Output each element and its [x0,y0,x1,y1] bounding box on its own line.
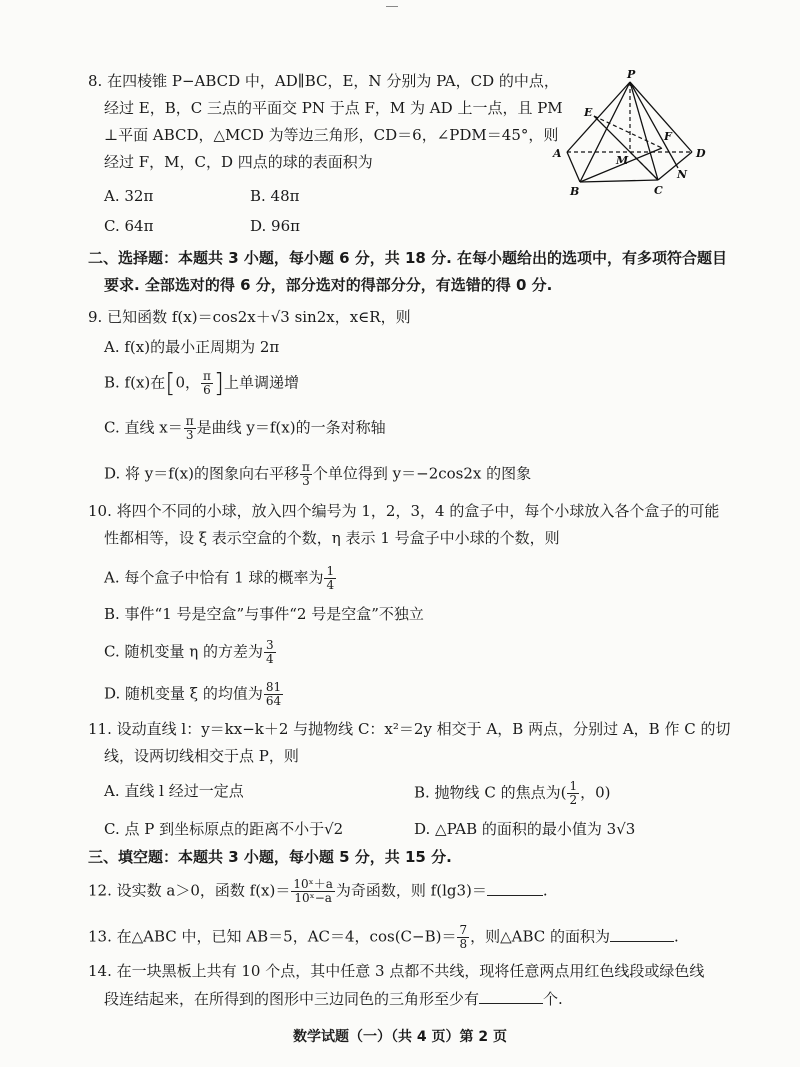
q10-option-d: D. 随机变量 ξ 的均值为 $\frac{81}{64}$ [104,680,282,708]
q8-line3: ⊥平面 ABCD，△MCD 为等边三角形，CD＝6，∠PDM＝45°，则 [104,126,559,144]
q11-option-b: B. 抛物线 C 的焦点为( $\frac{1}{2}$ ，0) [414,779,611,807]
q8-line1: 8. 在四棱锥 P−ABCD 中，AD∥BC，E，N 分别为 PA，CD 的中点， [88,72,559,90]
q10-line1: 10. 将四个不同的小球，放入四个编号为 1，2，3，4 的盒子中，每个小球放入各个盒子的可能 [88,502,720,520]
q10-option-a: A. 每个盒子中恰有 1 球的概率为 $\frac{1}{4}$ [104,564,335,592]
q13: 13. 在△ABC 中，已知 AB＝5，AC＝4，cos(C−B)＝ $\frac{7}{8}$ ，则△ABC 的面积为 . [88,923,679,951]
q11-option-a: A. 直线 l 经过一定点 [104,782,244,800]
label-f: F [664,130,672,143]
q14-line2: 段连结起来，在所得到的图形中三边同色的三角形至少有 个. [104,990,563,1008]
q10-option-b: B. 事件“1 号是空盒”与事件“2 号是空盒”不独立 [104,605,424,623]
label-m: M [616,154,629,167]
q11-line1: 11. 设动直线 l：y＝kx−k＋2 与抛物线 C：x²＝2y 相交于 A，B 两点，分别过 A，B 作 C 的切 [88,720,731,738]
q12: 12. 设实数 a＞0，函数 f(x)＝ $\frac{\text{10ˣ＋a}}{\text{10ˣ−a}}$ 为奇函数，则 f(lg3)＝ . [88,877,548,905]
q10-option-c: C. 随机变量 η 的方差为 $\frac{3}{4}$ [104,638,274,666]
q8-option-a: A. 32π [104,187,154,205]
q11-line2: 线，设两切线相交于点 P，则 [104,747,299,765]
label-p: P [627,68,636,81]
label-e: E [584,106,593,119]
q8-option-d: D. 96π [250,217,300,235]
q9-stem: 9. 已知函数 f(x)＝cos2x＋√3 sin2x，x∈R，则 [88,308,411,326]
pyramid-figure [550,68,720,208]
page-footer: 数学试题（一）（共 4 页）第 2 页 [293,1029,507,1045]
q8-line4: 经过 F，M，C，D 四点的球的表面积为 [104,153,373,171]
label-d: D [696,147,706,160]
section-2-note: 要求. 全部选对的得 6 分，部分选对的得部分分，有选错的得 0 分. [104,276,553,294]
q10-line2: 性都相等，设 ξ 表示空盒的个数，η 表示 1 号盒子中小球的个数，则 [104,529,560,547]
section-2-heading: 二、选择题：本题共 3 小题，每小题 6 分，共 18 分. 在每小题给出的选项中，有多项符合题目 [88,249,728,267]
q8-option-c: C. 64π [104,217,154,235]
scan-mark [386,6,398,7]
label-c: C [654,184,663,197]
label-b: B [570,185,580,198]
q14-line1: 14. 在一块黑板上共有 10 个点，其中任意 3 点都不共线，现将任意两点用红色线段或绿色线 [88,962,705,980]
section-3-heading: 三、填空题：本题共 3 小题，每小题 5 分，共 15 分. [88,848,452,866]
q9-option-d: D. 将 y＝f(x)的图象向右平移 $\frac{\pi}{3}$ 个单位得到 y＝−2cos2x 的图象 [104,460,532,488]
q8-line2: 经过 E，B，C 三点的平面交 PN 于点 F，M 为 AD 上一点，且 PM [104,99,563,117]
label-n: N [677,168,688,181]
label-a: A [553,147,562,160]
q9-option-a: A. f(x)的最小正周期为 2π [104,338,280,356]
q11-option-c: C. 点 P 到坐标原点的距离不小于√2 [104,820,344,838]
q12-answer-blank[interactable] [487,881,543,896]
q14-answer-blank[interactable] [479,989,543,1004]
q9-option-c: C. 直线 x＝ $\frac{\pi}{3}$ 是曲线 y＝f(x)的一条对称轴 [104,414,386,442]
q13-answer-blank[interactable] [610,927,674,942]
q8-option-b: B. 48π [250,187,300,205]
q9-option-b: B. f(x)在[0， $\frac{\pi}{6}$ ]上单调递增 [104,368,300,399]
q11-option-d: D. △PAB 的面积的最小值为 3√3 [414,820,636,838]
